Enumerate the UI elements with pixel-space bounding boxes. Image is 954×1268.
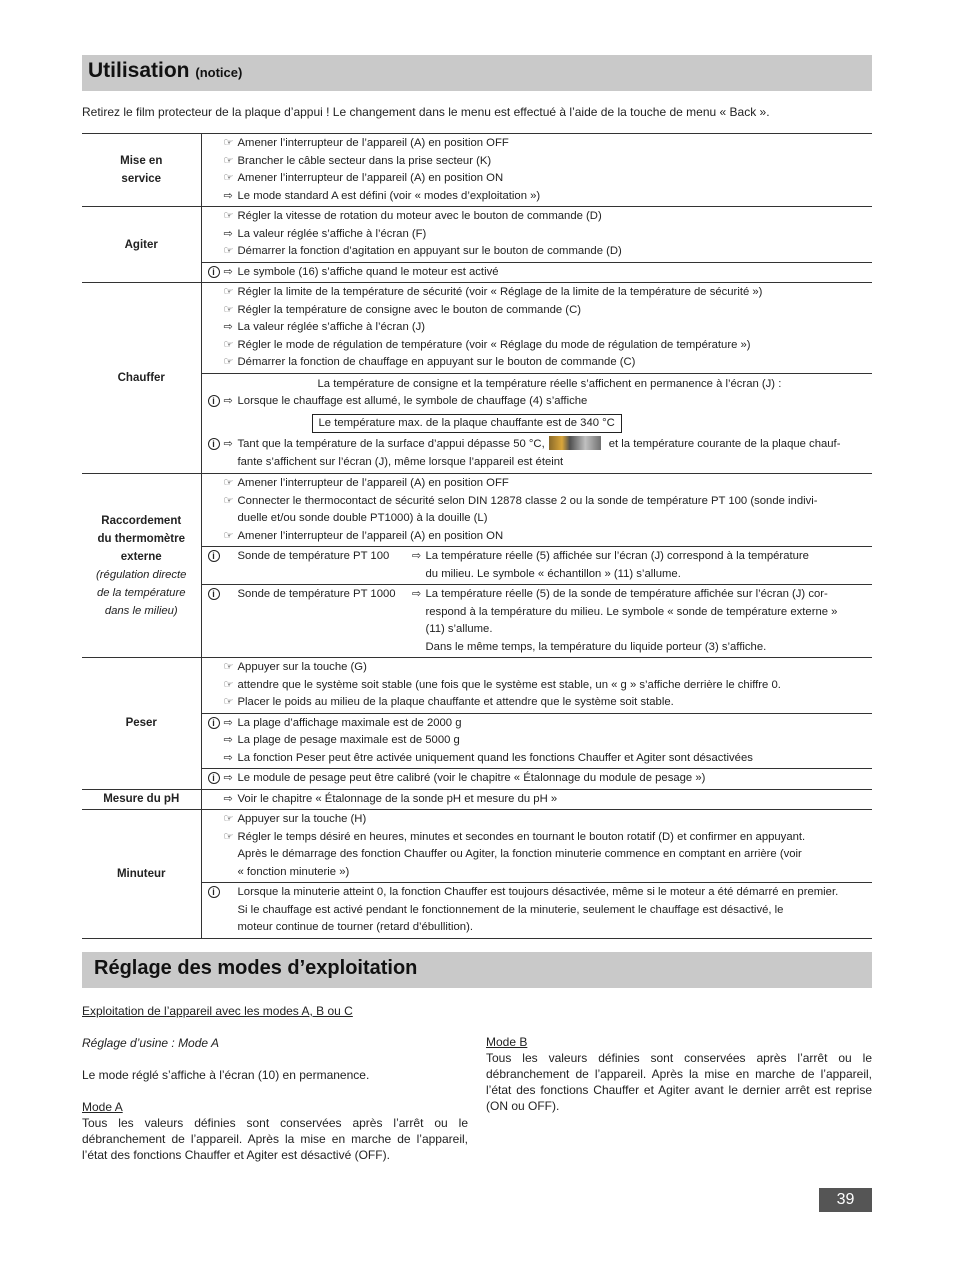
hand-icon: ☞ bbox=[223, 696, 234, 708]
instructions-table: Mise en service ☞ Amener l’interrupteur de l’appareil (A) en position OFF ☞ Brancher le câble secteur dans la prise secteur (K) ☞ Amener l’interrupteur de l’appareil (A) en position ON ⇨ Le mode standard A est défini (voir « modes d’exploitation ») Agiter ☞ Régler la vitesse de rotation du moteur avec le bouton de commande (D) ⇨ La valeur réglée s’affiche à l’écran (F) ☞ Démarrer la fonction d’agitation en appuyant sur le bouton de commande (D) i ⇨ Le symbole (16) s’affiche quand le moteur est activé Chauffer ☞ Régler la limite de la température de sécurité (voir « Réglage de la limite de la température de sécurité ») ☞ Régler la température de consigne avec le bouton de commande (C) ⇨ La valeur réglée s’affiche à l’écran (J) ☞ Régler le mode de régulation de température (voir « Réglage du mode de régulation de température ») ☞ Démarrer la fonction de chauffage en appuyant sur le bouton de commande (C) La température de consigne et la température réelle s’affichent en permanence à l’écran (J) : i ⇨ Lorsque le chauffage est allumé, le symbole de chauffage (4) s’affiche Le température max. de la plaque chauffante est de 340 °C i ⇨ Tant que la température de la surface d’appui dépasse 50 °C, et la température courante de la plaque chauf- fante s’affichent sur l’écran (J), même lorsque l’appareil est éteint Raccordement du thermomètre externe (régulation directe de la température dans le milieu) ☞ Amener l’interrupteur de l’appareil (A) en position OFF ☞ Connecter le thermocontact de sécurité selon DIN 12878 classe 2 ou la sonde de température PT 100 (sonde indivi- duelle et/ou sonde double PT1000) à la douille (L) ☞ Amener l’interrupteur de l’appareil (A) en position ON i Sonde de température PT 100 ⇨ La température réelle (5) affichée sur l’écran (J) correspond à la température du milieu. Le symbole « échantillon » (11) s’allume. i Sonde de température PT 1000 ⇨ La température réelle (5) de la sonde de température affichée sur l’écran (J) cor- respond à la température du milieu. Le symbole « sonde de température externe » (11) s’allume. Dans le même temps, la température du liquide porteur (3) s’affiche. Peser ☞ Appuyer sur la touche (G) ☞ attendre que le système soit stable (une fois que le système est stable, un « g » s’affiche derrière le chiffre 0. ☞ Placer le poids au milieu de la plaque chauffante et attendre que le système soit stable. i ⇨ La plage d’affichage maximale est de 2000 g ⇨ La plage de pesage maximale est de 5000 g ⇨ La fonction Peser peut être activée uniquement quand les fonctions Chauffer et Agiter sont désactivées i ⇨ Le module de pesage peut être calibré (voir le chapitre « Étalonnage du module de pesage ») Mesure du pH ⇨ Voir le chapitre « Étalonnage de la sonde pH et mesure du pH » Minuteur ☞ Appuyer sur la touche (H) ☞ Régler le temps désiré en heures, minutes et secondes en tournant le bouton rotatif (D) et confirmer en appuyant. Après le démarrage des fonction Chauffer ou Agiter, la fonction minuterie commence en comptant en arrière (voir « fonction minuterie ») i Lorsque la minuterie atteint 0, la fonction Chauffer est toujours désactivée, même si le moteur a été démarré en premier. Si le chauffage est activé pendant le fonctionnement de la minuterie, seulement le chauffage est désactivé, le moteur continue de tourner (retard d’ébullition). bbox=[82, 133, 872, 939]
arrow-icon: ⇨ bbox=[223, 189, 233, 202]
arrow-icon: ⇨ bbox=[411, 550, 422, 562]
section-header-utilisation bbox=[82, 55, 872, 91]
modes-link: Exploitation de l’appareil avec les modes A, B ou C bbox=[82, 1004, 353, 1018]
arrow-icon: ⇨ bbox=[223, 321, 233, 333]
mode-b-title: Mode B bbox=[486, 1035, 528, 1049]
label-chauffer: Chauffer bbox=[82, 283, 201, 474]
section-header-modes bbox=[82, 952, 872, 988]
hand-icon: ☞ bbox=[223, 813, 234, 825]
hand-icon: ☞ bbox=[223, 245, 234, 257]
label-raccordement: Raccordement du thermomètre externe (régulation directe de la température dans le milieu) bbox=[82, 474, 201, 658]
label-agiter: Agiter bbox=[82, 207, 201, 283]
label-mesure-ph: Mesure du pH bbox=[82, 789, 201, 810]
info-icon: i bbox=[208, 550, 220, 562]
hand-icon: ☞ bbox=[223, 154, 234, 167]
row-agiter: Agiter ☞ Régler la vitesse de rotation du moteur avec le bouton de commande (D) ⇨ La valeur réglée s’affiche à l’écran (F) ☞ Démarrer la fonction d’agitation en appuyant sur le bouton de commande (D) bbox=[82, 207, 872, 263]
hot-surface-icon bbox=[549, 436, 601, 450]
row-mesure-ph: Mesure du pH ⇨ Voir le chapitre « Étalonnage de la sonde pH et mesure du pH » bbox=[82, 789, 872, 810]
arrow-icon: ⇨ bbox=[223, 438, 233, 450]
hand-icon: ☞ bbox=[223, 172, 234, 184]
mode-a-title: Mode A bbox=[82, 1100, 123, 1114]
hand-icon: ☞ bbox=[223, 137, 234, 149]
hand-icon: ☞ bbox=[223, 661, 234, 673]
page-title: Utilisation (notice) bbox=[88, 59, 243, 82]
hand-icon: ☞ bbox=[223, 529, 234, 542]
hand-icon: ☞ bbox=[223, 303, 234, 316]
arrow-icon: ⇨ bbox=[223, 265, 233, 278]
section-title: Réglage des modes d’exploitation bbox=[94, 957, 418, 979]
row-raccordement: Raccordement du thermomètre externe (régulation directe de la température dans le milieu) ☞ Amener l’interrupteur de l’appareil (A) en position OFF ☞ Connecter le thermocontact de sécurité selon DIN 12878 classe 2 ou la sonde de température PT 100 (sonde indivi- duelle et/ou sonde double PT1000) à la douille (L) ☞ Amener l’interrupteur de l’appareil (A) en position ON bbox=[82, 474, 872, 547]
arrow-icon: ⇨ bbox=[223, 227, 233, 240]
info-icon: i bbox=[208, 772, 220, 784]
mode-b-text: Tous les valeurs définies sont conservées après l’arrêt ou le débranchement de l’appareil. Après la mise en marche de l’appareil, l’état des fonctions Chauffer et Agiter avant le dernier arrêt est reprise (ON ou OFF). bbox=[486, 1051, 872, 1113]
hand-icon: ☞ bbox=[223, 477, 234, 489]
row-chauffer: Chauffer ☞ Régler la limite de la température de sécurité (voir « Réglage de la limite de la température de sécurité ») ☞ Régler la température de consigne avec le bouton de commande (C) ⇨ La valeur réglée s’affiche à l’écran (J) ☞ Régler le mode de régulation de température (voir « Réglage du mode de régulation de température ») ☞ Démarrer la fonction de chauffage en appuyant sur le bouton de commande (C) bbox=[82, 283, 872, 374]
label-peser: Peser bbox=[82, 658, 201, 790]
hand-icon: ☞ bbox=[223, 494, 234, 507]
hand-icon: ☞ bbox=[223, 286, 234, 298]
info-icon: i bbox=[208, 395, 220, 407]
mode-a-text: Tous les valeurs définies sont conservées après l’arrêt ou le débranchement de l’appareil. Après la mise en marche de l’appareil, l’état des fonctions Chauffer et Agiter est désactivé (OFF). bbox=[82, 1116, 468, 1162]
arrow-icon: ⇨ bbox=[223, 734, 233, 746]
max-temperature-note: Le température max. de la plaque chauffante est de 340 °C bbox=[312, 414, 622, 434]
hand-icon: ☞ bbox=[223, 830, 234, 843]
arrow-icon: ⇨ bbox=[223, 716, 233, 729]
label-minuteur: Minuteur bbox=[82, 810, 201, 939]
display-note: Le mode réglé s’affiche à l’écran (10) en permanence. bbox=[82, 1068, 370, 1082]
page-number: 39 bbox=[819, 1188, 872, 1212]
info-icon: i bbox=[208, 886, 220, 898]
hand-icon: ☞ bbox=[223, 678, 234, 691]
info-icon: i bbox=[208, 717, 220, 729]
arrow-icon: ⇨ bbox=[223, 751, 233, 764]
row-peser: Peser ☞ Appuyer sur la touche (G) ☞ attendre que le système soit stable (une fois que le système est stable, un « g » s’affiche derrière le chiffre 0. ☞ Placer le poids au milieu de la plaque chauffante et attendre que le système soit stable. bbox=[82, 658, 872, 714]
info-icon: i bbox=[208, 266, 220, 278]
hand-icon: ☞ bbox=[223, 210, 234, 222]
label-mise-en-service: Mise en service bbox=[82, 134, 201, 207]
arrow-icon: ⇨ bbox=[223, 395, 233, 407]
factory-setting: Réglage d’usine : Mode A bbox=[82, 1036, 219, 1050]
intro-text: Retirez le film protecteur de la plaque d’appui ! Le changement dans le menu est effectué à l’aide de la touche de menu « Back ». bbox=[82, 105, 770, 119]
row-mise-en-service: Mise en service ☞ Amener l’interrupteur de l’appareil (A) en position OFF ☞ Brancher le câble secteur dans la prise secteur (K) ☞ Amener l’interrupteur de l’appareil (A) en position ON ⇨ Le mode standard A est défini (voir « modes d’exploitation ») bbox=[82, 134, 872, 207]
info-icon: i bbox=[208, 438, 220, 450]
arrow-icon: ⇨ bbox=[223, 792, 233, 805]
hand-icon: ☞ bbox=[223, 338, 234, 351]
row-minuteur: Minuteur ☞ Appuyer sur la touche (H) ☞ Régler le temps désiré en heures, minutes et secondes en tournant le bouton rotatif (D) et confirmer en appuyant. Après le démarrage des fonction Chauffer ou Agiter, la fonction minuterie commence en comptant en arrière (voir « fonction minuterie ») bbox=[82, 810, 872, 883]
arrow-icon: ⇨ bbox=[411, 588, 422, 600]
arrow-icon: ⇨ bbox=[223, 772, 233, 784]
hand-icon: ☞ bbox=[223, 356, 234, 368]
info-icon: i bbox=[208, 588, 220, 600]
